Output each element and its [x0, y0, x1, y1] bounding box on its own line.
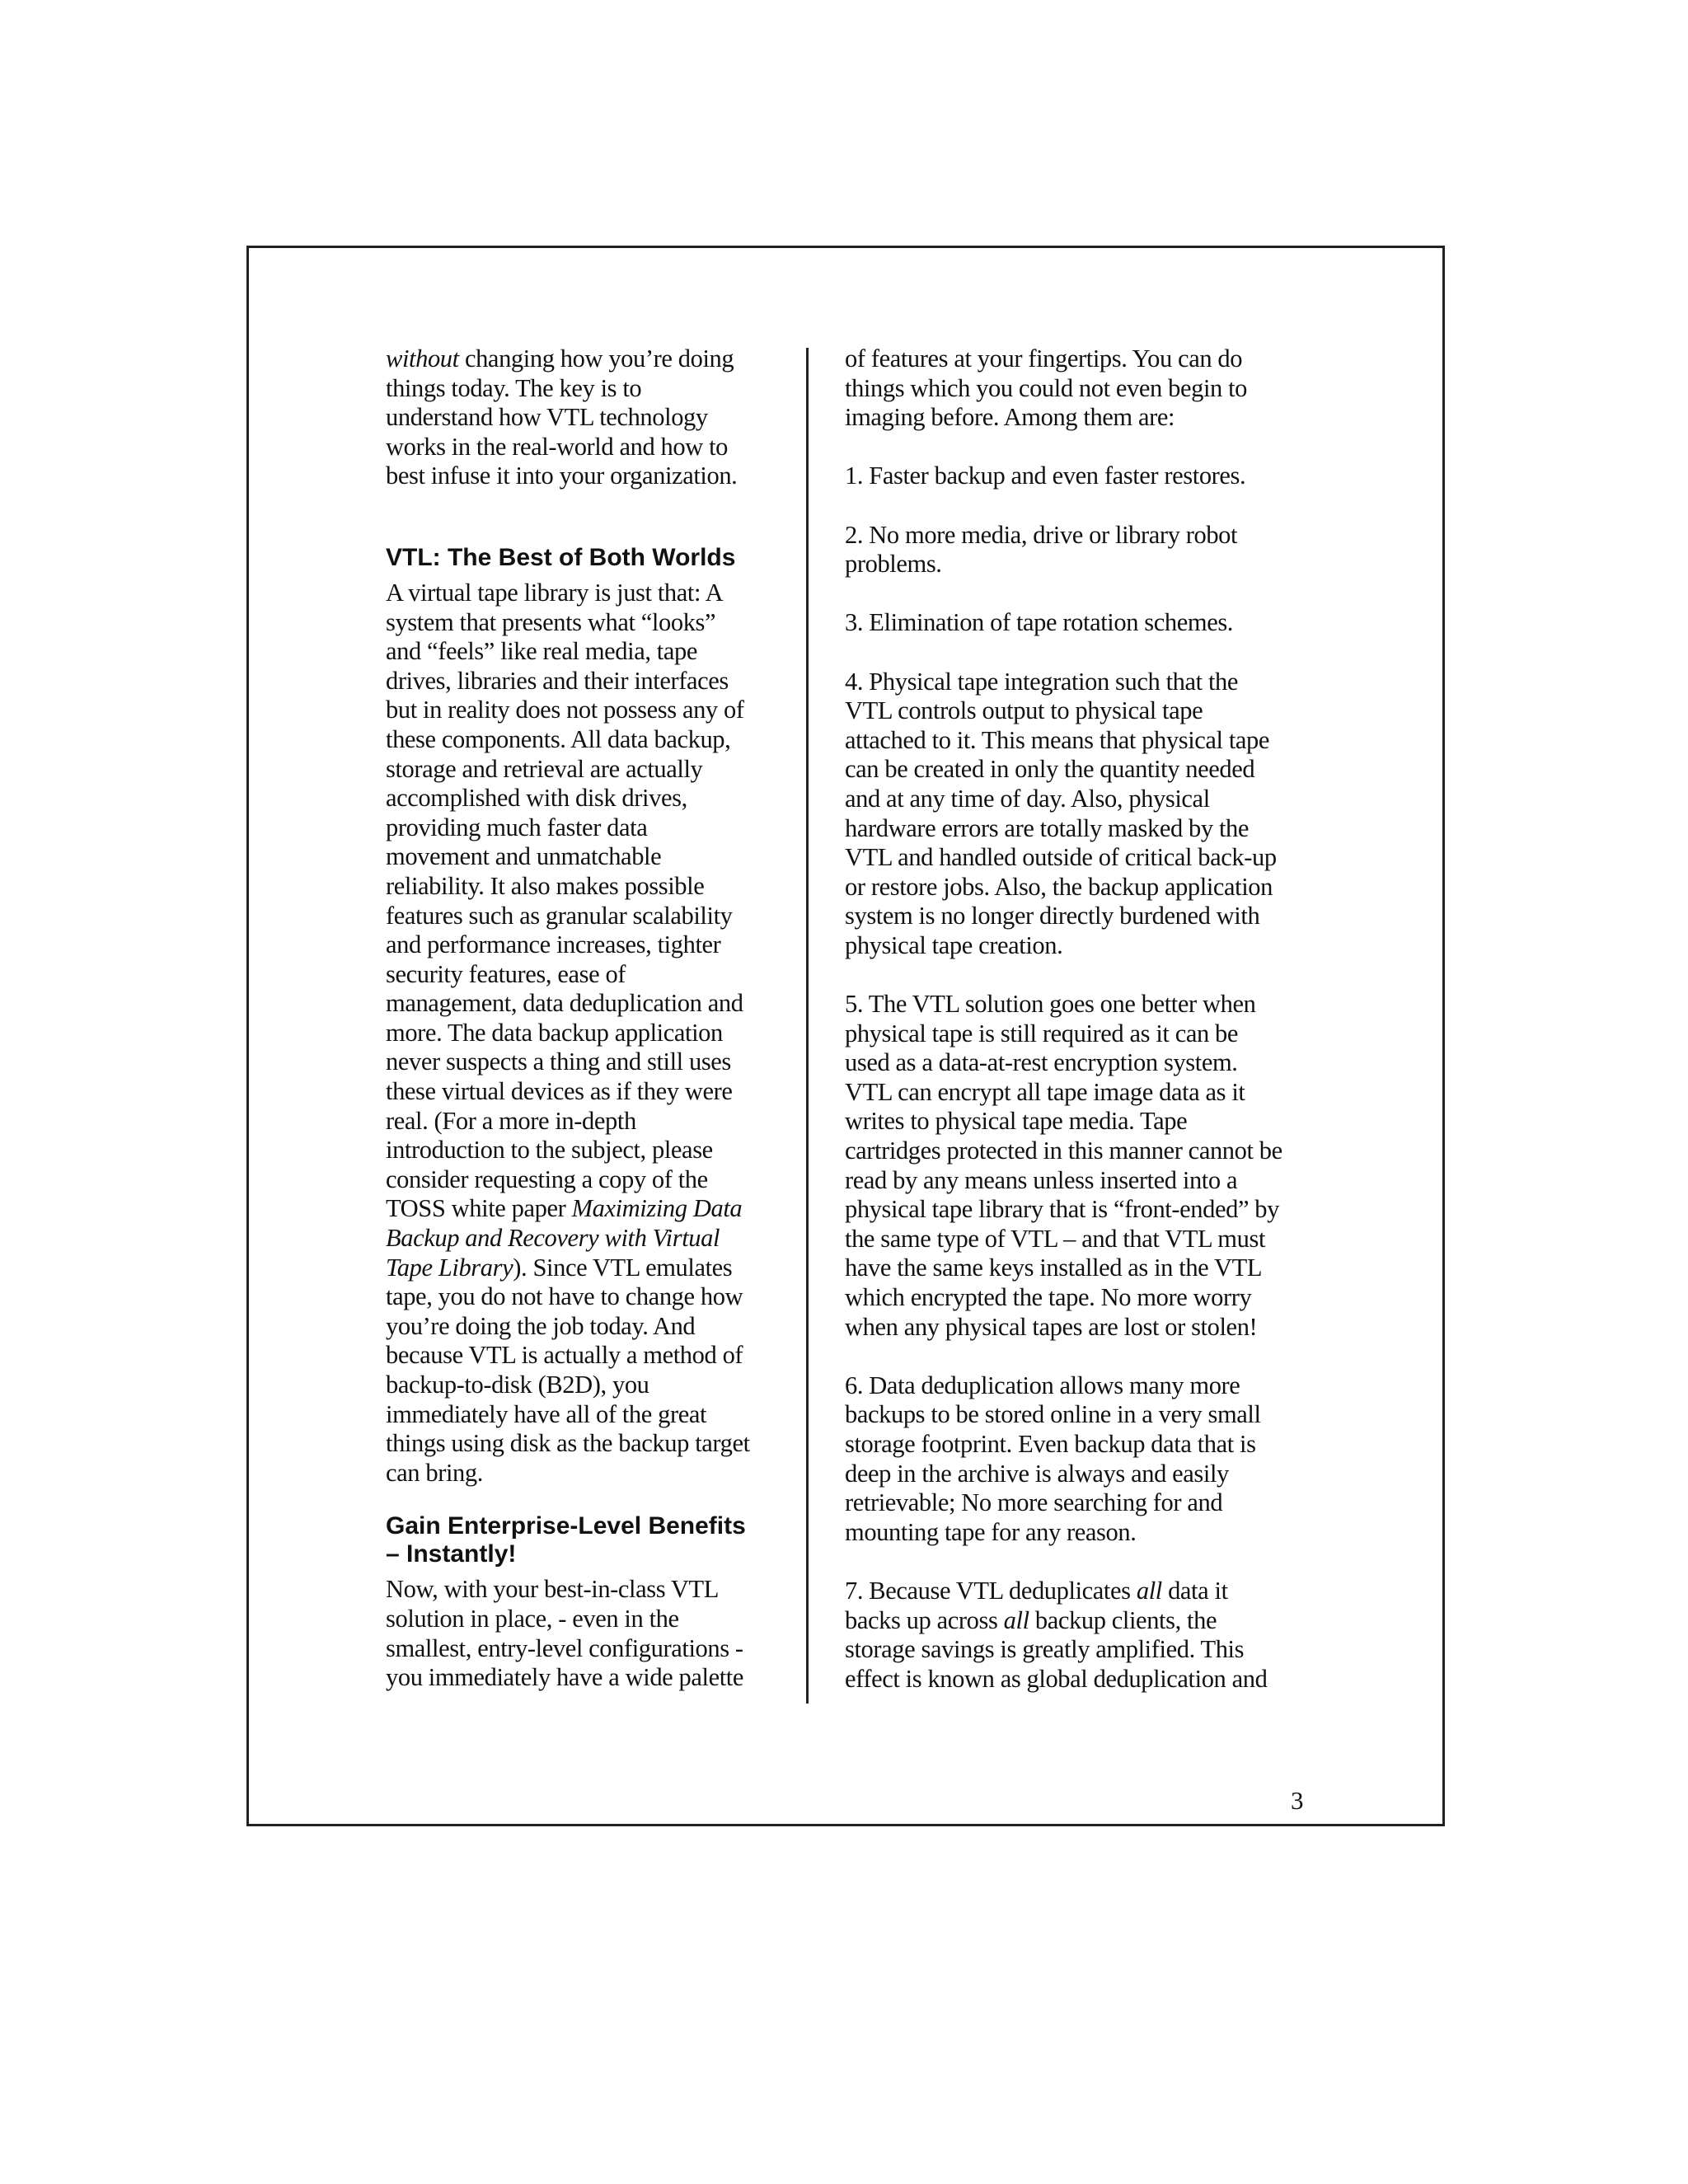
list-item: attached to it. This means that physical tape	[845, 725, 1270, 754]
list-item: writes to physical tape media. Tape	[845, 1107, 1188, 1136]
paragraph-line: and performance increases, tighter	[386, 930, 721, 959]
text-run: backs up across	[845, 1605, 1004, 1634]
paragraph-spacer	[845, 1547, 1323, 1577]
paragraph-line: of features at your fingertips. You can do	[845, 344, 1243, 373]
text-run: backup clients, the	[1029, 1605, 1217, 1634]
paragraph-line: system that presents what “looks”	[386, 607, 716, 636]
list-item: effect is known as global deduplication and	[845, 1664, 1268, 1693]
paragraph-spacer	[845, 638, 1323, 668]
paragraph-line: more. The data backup application	[386, 1018, 723, 1047]
paragraph-line: providing much faster data	[386, 813, 648, 841]
list-item: 4. Physical tape integration such that the	[845, 667, 1239, 696]
paragraph-line: because VTL is actually a method of	[386, 1341, 743, 1370]
paragraph-line: imaging before. Among them are:	[845, 403, 1175, 432]
list-item: read by any means unless inserted into a	[845, 1165, 1238, 1194]
paragraph-line: things using disk as the backup target	[386, 1429, 750, 1458]
right-column	[845, 344, 1323, 1694]
section-heading-line: – Instantly!	[386, 1540, 517, 1568]
list-item: VTL can encrypt all tape image data as it	[845, 1077, 1245, 1106]
paragraph-line: can bring.	[386, 1458, 483, 1487]
paragraph-line: backup-to-disk (B2D), you	[386, 1371, 649, 1399]
column-divider	[806, 348, 809, 1704]
list-item: physical tape is still required as it can be	[845, 1019, 1239, 1047]
paragraph-line: but in reality does not possess any of	[386, 696, 744, 724]
list-item: physical tape library that is “front-ended” by	[845, 1195, 1280, 1224]
list-item: backups to be stored online in a very small	[845, 1400, 1261, 1429]
emphasis-text: all	[1136, 1576, 1162, 1605]
paragraph-line: these virtual devices as if they were	[386, 1077, 733, 1106]
paragraph-line: accomplished with disk drives,	[386, 784, 687, 813]
paragraph-spacer	[845, 1342, 1323, 1371]
list-item: hardware errors are totally masked by the	[845, 813, 1250, 842]
list-item: 6. Data deduplication allows many more	[845, 1371, 1240, 1399]
paragraph-line	[386, 1194, 781, 1224]
left-column	[386, 344, 781, 1693]
section-heading	[386, 1512, 781, 1568]
paragraph-line: management, data deduplication and	[386, 989, 743, 1018]
paragraph-spacer	[845, 491, 1323, 521]
paragraph-line	[386, 344, 781, 374]
paragraph-line: movement and unmatchable	[386, 842, 662, 871]
section-heading: VTL: The Best of Both Worlds	[386, 543, 736, 571]
list-item: 3. Elimination of tape rotation schemes.	[845, 608, 1234, 637]
text-run: changing how you’re doing	[458, 344, 734, 373]
list-item: problems.	[845, 550, 942, 579]
emphasis-text: all	[1003, 1605, 1029, 1634]
paragraph-line: you immediately have a wide palette	[386, 1663, 744, 1692]
list-item	[845, 1577, 1323, 1606]
paragraph-line: real. (For a more in-depth	[386, 1106, 636, 1135]
paragraph-line: reliability. It also makes possible	[386, 871, 705, 900]
list-item: when any physical tapes are lost or stolen!	[845, 1312, 1258, 1341]
paragraph-line: solution in place, - even in the	[386, 1604, 679, 1633]
paragraph-line: things today. The key is to	[386, 373, 642, 402]
paragraph-line: storage and retrieval are actually	[386, 754, 703, 783]
paragraph-line: tape, you do not have to change how	[386, 1282, 743, 1311]
list-item: the same type of VTL – and that VTL must	[845, 1224, 1266, 1253]
list-item: have the same keys installed as in the VTL	[845, 1254, 1263, 1282]
paragraph-line: introduction to the subject, please	[386, 1136, 713, 1165]
paragraph-line: smallest, entry-level configurations -	[386, 1633, 743, 1662]
paragraph-line: things which you could not even begin to	[845, 373, 1248, 402]
list-item: 2. No more media, drive or library robot	[845, 520, 1238, 549]
text-run: TOSS white paper	[386, 1194, 572, 1223]
list-item: and at any time of day. Also, physical	[845, 784, 1210, 813]
page-number: 3	[1291, 1786, 1304, 1815]
list-item: retrievable; No more searching for and	[845, 1488, 1223, 1517]
list-item: 5. The VTL solution goes one better when	[845, 990, 1256, 1019]
list-item: used as a data-at-rest encryption system.	[845, 1048, 1238, 1077]
list-item: storage savings is greatly amplified. This	[845, 1635, 1245, 1664]
paragraph-line: these components. All data backup,	[386, 724, 731, 753]
white-paper-title: Tape Library	[386, 1253, 513, 1282]
list-item: can be created in only the quantity needed	[845, 755, 1255, 784]
paragraph-line: best infuse it into your organization.	[386, 462, 738, 490]
paragraph-line: never suspects a thing and still uses	[386, 1047, 731, 1076]
paragraph-spacer	[845, 433, 1323, 462]
paragraph-line: immediately have all of the great	[386, 1399, 707, 1428]
list-item: 1. Faster backup and even faster restores.	[845, 462, 1246, 490]
text-run: ). Since VTL emulates	[513, 1253, 733, 1282]
text-run: data it	[1161, 1576, 1228, 1605]
paragraph-line: and “feels” like real media, tape	[386, 637, 697, 666]
list-item: cartridges protected in this manner cannot be	[845, 1137, 1282, 1165]
paragraph-line: A virtual tape library is just that: A	[386, 578, 724, 607]
list-item: deep in the archive is always and easily	[845, 1459, 1229, 1488]
list-item: which encrypted the tape. No more worry	[845, 1283, 1252, 1311]
white-paper-title: Backup and Recovery with Virtual	[386, 1224, 720, 1253]
paragraph-line: features such as granular scalability	[386, 901, 733, 930]
list-item: VTL and handled outside of critical back-up	[845, 843, 1277, 872]
paragraph-line: works in the real-world and how to	[386, 432, 728, 461]
list-item: mounting tape for any reason.	[845, 1517, 1137, 1546]
paragraph-line: security features, ease of	[386, 959, 626, 988]
list-item: or restore jobs. Also, the backup application	[845, 872, 1273, 901]
white-paper-title: Maximizing Data	[571, 1194, 743, 1223]
list-item: storage footprint. Even backup data that is	[845, 1429, 1256, 1458]
list-item: VTL controls output to physical tape	[845, 696, 1203, 725]
list-item: physical tape creation.	[845, 930, 1063, 959]
paragraph-line	[386, 1254, 781, 1283]
paragraph-line: drives, libraries and their interfaces	[386, 666, 729, 695]
paragraph-spacer	[845, 579, 1323, 609]
paragraph-line: you’re doing the job today. And	[386, 1311, 696, 1340]
paragraph-line: consider requesting a copy of the	[386, 1165, 708, 1193]
section-heading-line: Gain Enterprise-Level Benefits	[386, 1512, 746, 1540]
list-item: system is no longer directly burdened with	[845, 902, 1260, 930]
paragraph-spacer	[845, 960, 1323, 990]
list-item	[845, 1606, 1323, 1636]
text-run: 7. Because VTL deduplicates	[845, 1576, 1137, 1605]
paragraph-line: Now, with your best-in-class VTL	[386, 1575, 719, 1604]
emphasis-text: without	[386, 344, 459, 373]
paragraph-line: understand how VTL technology	[386, 403, 708, 432]
paragraph-line	[386, 1224, 781, 1254]
